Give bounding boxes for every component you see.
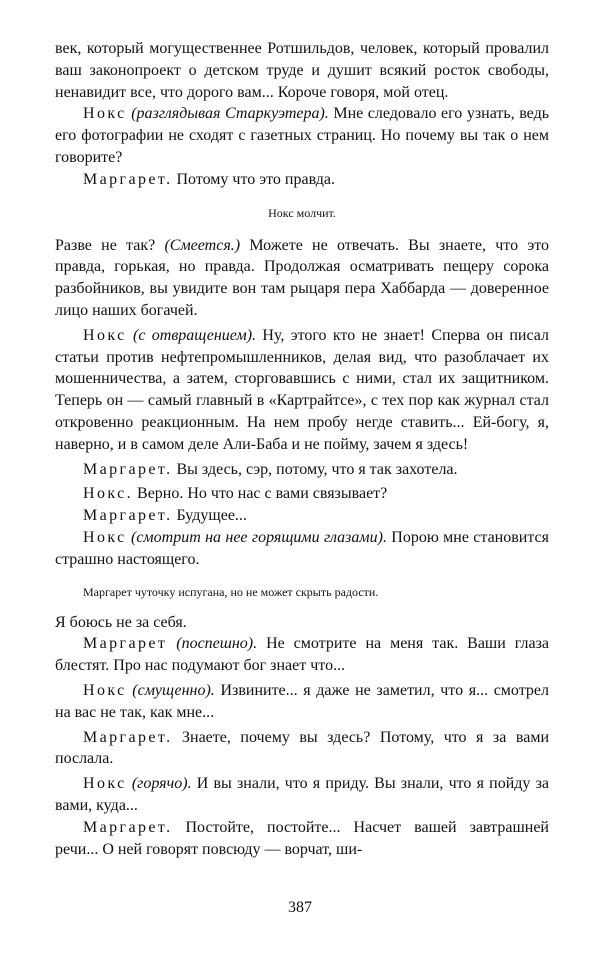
stage-note: Маргарет чуточку испугана, но не может скрыть радости.: [83, 584, 379, 599]
stage-direction: (разглядывая Старкуэтера).: [131, 105, 329, 123]
replica-knox-5: Я боюсь не за себя.: [55, 613, 187, 631]
replica-margaret-2: Разве не так? (Смеется.) Можете не отвечать. Вы знаете, что это правда, горькая, но правда. Продолжая осматривать пещеру сорока разбойников, вы увидите вон там рыцаря пера Хаббарда — доверенное лицо наших богачей.: [55, 236, 549, 319]
paragraph-continuation: век, который могущественнее Ротшильдов, человек, который провалил ваш законопроект о детском труде и душит всякий росток свободы, ненавидит все, что дорого вам... Короче говоря, мой отец.: [55, 40, 549, 101]
replica-margaret-3: Маргарет. Вы здесь, сэр, потому, что я так захотела.: [83, 460, 458, 478]
replica-knox-1: Нокс (разглядывая Старкуэтера). Мне следовало его узнать, ведь его фотографии не сходят с газетных страниц. Но почему вы так о нем говорите?: [55, 105, 550, 166]
replica-knox-4: Нокс (смотрит на нее горящими глазами). Порою мне становится страшно настоящего.: [55, 528, 550, 568]
replica-margaret-1: Маргарет. Потому что это правда.: [83, 170, 335, 188]
stage-direction: (смотрит на нее горящими глазами).: [131, 528, 387, 546]
speaker-name: Маргарет.: [83, 460, 173, 478]
replica-margaret-4: Маргарет. Будущее...: [83, 507, 247, 525]
speaker-name: Нокс: [83, 775, 127, 793]
speaker-name: Маргарет.: [83, 170, 173, 188]
replica-knox-6: Нокс (смущенно). Извините... я даже не заметил, что я... смотрел на вас не так, как мне...: [55, 681, 549, 721]
speaker-name: Нокс: [83, 528, 127, 546]
speaker-name: Маргарет.: [83, 818, 173, 836]
speaker-name: Нокс: [83, 681, 127, 699]
replica-margaret-7: Маргарет. Постойте, постойте... Насчет вашей завтрашней речи... О ней говорят повсюду — ворчат, ши-: [55, 818, 549, 858]
speaker-name: Нокс.: [83, 485, 134, 503]
stage-direction: (с отвращением).: [133, 326, 257, 344]
speaker-name: Нокс: [83, 105, 127, 123]
page-text: [55, 38, 549, 860]
speaker-name: Маргарет: [83, 635, 168, 653]
stage-direction: (поспешно).: [176, 635, 258, 653]
page-number: 387: [288, 899, 312, 916]
stage-note: Нокс молчит.: [268, 205, 336, 220]
speaker-name: Нокс: [83, 326, 127, 344]
replica-knox-2: Нокс (с отвращением). Ну, этого кто не знает! Сперва он писал статьи против нефтепромышленников, делая вид, что разоблачает их мошенничества, а затем, сторговавшись с ними, стал их защитником. Теперь он — самый главный в «Картрайтсе», с тех пор как журнал стал откровенно реакционным. На нем пробу негде ставить... Ей-богу, я, наверно, и в самом деле Али-Баба и не пойму, зачем я здесь!: [55, 326, 550, 453]
speaker-name: Маргарет.: [83, 728, 173, 746]
replica-margaret-6: Маргарет. Знаете, почему вы здесь? Потому, что я за вами послала.: [55, 728, 549, 768]
replica-knox-7: Нокс (горячо). И вы знали, что я приду. Вы знали, что я пойду за вами, куда...: [55, 775, 549, 814]
stage-direction: (смущенно).: [132, 681, 215, 699]
speaker-name: Маргарет.: [83, 507, 173, 525]
stage-direction: (Смеется.): [164, 236, 241, 254]
stage-direction: (горячо).: [131, 775, 192, 793]
replica-margaret-5: Маргарет (поспешно). Не смотрите на меня так. Ваши глаза блестят. Про нас подумают бог знает что...: [55, 635, 550, 675]
replica-knox-3: Нокс. Верно. Но что нас с вами связывает?: [83, 485, 388, 503]
